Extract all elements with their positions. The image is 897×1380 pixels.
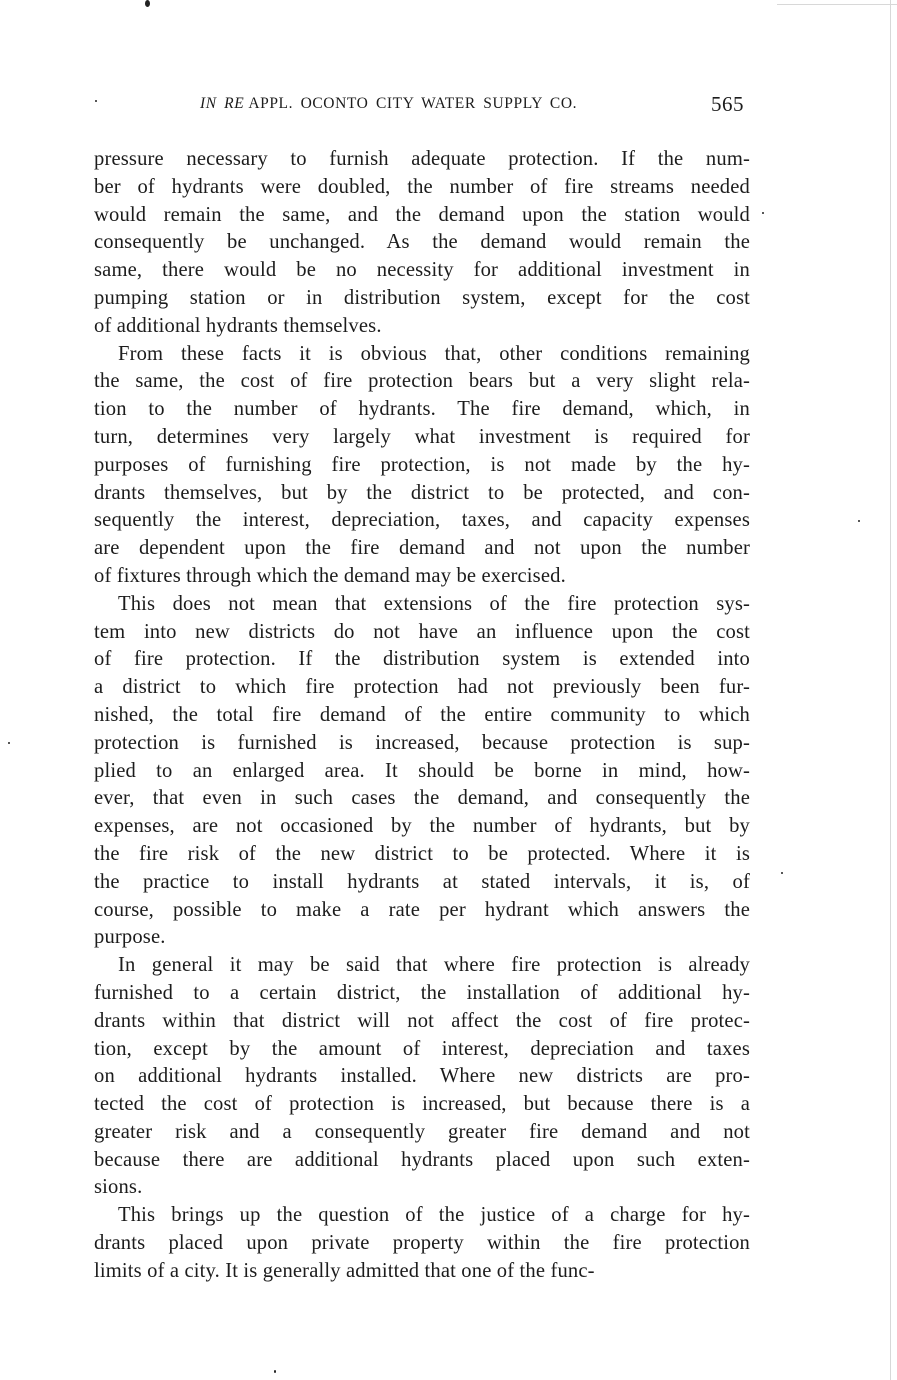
- text-line: furnished to a certain district, the installation of additional hy-: [94, 981, 750, 1004]
- text-line: tion, except by the amount of interest, depreciation and taxes: [94, 1037, 750, 1060]
- paragraph: [94, 591, 750, 952]
- text-line: plied to an enlarged area. It should be borne in mind, how-: [94, 759, 750, 782]
- paragraph: [94, 146, 750, 341]
- text-line: drants themselves, but by the district to be protected, and con-: [94, 481, 750, 504]
- text-line: consequently be unchanged. As the demand would remain the: [94, 231, 750, 254]
- text-line: because there are additional hydrants placed upon such exten-: [94, 1148, 750, 1171]
- scan-speck: [781, 872, 783, 874]
- text-line: of fire protection. If the distribution system is extended into: [94, 648, 750, 671]
- text-line: greater risk and a consequently greater fire demand and not: [94, 1120, 750, 1143]
- text-line: From these facts it is obvious that, other conditions remaining: [118, 342, 750, 365]
- text-line: tected the cost of protection is increased, but because there is a: [94, 1093, 750, 1116]
- text-line: protection is furnished is increased, because protection is sup-: [94, 731, 750, 754]
- page-top-edge-line: [777, 4, 897, 5]
- text-line: tion to the number of hydrants. The fire demand, which, in: [94, 398, 750, 421]
- running-head-italic: IN RE: [200, 95, 245, 112]
- body-text: [94, 146, 750, 1286]
- text-line: purposes of furnishing fire protection, is not made by the hy-: [94, 453, 750, 476]
- scan-speck: [145, 0, 150, 7]
- text-line: pressure necessary to furnish adequate protection. If the num-: [94, 148, 750, 170]
- paragraph: [94, 1202, 750, 1285]
- page-edge-line: [890, 0, 891, 1380]
- text-line: drants placed upon private property within the fire protection: [94, 1232, 750, 1255]
- page-header: [96, 92, 746, 122]
- paragraph: [94, 341, 750, 591]
- scan-speck: [8, 742, 10, 744]
- text-line: pumping station or in distribution system, except for the cost: [94, 286, 750, 309]
- text-line: expenses, are not occasioned by the number of hydrants, but by: [94, 815, 750, 838]
- scan-speck: [858, 520, 860, 522]
- text-line: drants within that district will not affect the cost of fire protec-: [94, 1009, 750, 1032]
- text-line: on additional hydrants installed. Where new districts are pro-: [94, 1065, 750, 1088]
- text-line: same, there would be no necessity for additional investment in: [94, 259, 750, 282]
- text-line: In general it may be said that where fire protection is already: [118, 954, 750, 977]
- text-line: sequently the interest, depreciation, taxes, and capacity expenses: [94, 509, 750, 532]
- text-line: the fire risk of the new district to be protected. Where it is: [94, 842, 750, 865]
- paragraph: [94, 952, 750, 1202]
- text-line: would remain the same, and the demand upon the station would: [94, 203, 750, 226]
- text-line: a district to which fire protection had not previously been fur-: [94, 676, 750, 699]
- page-number: 565: [711, 92, 744, 116]
- text-line: the practice to install hydrants at stated intervals, it is, of: [94, 870, 750, 893]
- text-line: are dependent upon the fire demand and not upon the number: [94, 537, 750, 560]
- text-line: of fixtures through which the demand may be exercised.: [94, 564, 566, 587]
- text-line: nished, the total fire demand of the entire community to which: [94, 703, 750, 726]
- text-line: the same, the cost of fire protection bears but a very slight rela-: [94, 370, 750, 393]
- text-line: ber of hydrants were doubled, the number of fire streams needed: [94, 175, 750, 198]
- text-line: This does not mean that extensions of the fire protection sys-: [118, 592, 750, 615]
- scan-speck: [762, 212, 764, 214]
- text-line: course, possible to make a rate per hydrant which answers the: [94, 898, 750, 921]
- scan-speck: [274, 1370, 276, 1373]
- text-line: of additional hydrants themselves.: [94, 314, 382, 337]
- text-line: turn, determines very largely what investment is required for: [94, 425, 750, 448]
- text-line: limits of a city. It is generally admitted that one of the func-: [94, 1259, 595, 1282]
- text-line: This brings up the question of the justice of a charge for hy-: [118, 1204, 750, 1227]
- text-line: tem into new districts do not have an influence upon the cost: [94, 620, 750, 643]
- text-line: purpose.: [94, 926, 166, 949]
- running-head-title: APPL. OCONTO CITY WATER SUPPLY CO.: [248, 95, 578, 112]
- text-line: ever, that even in such cases the demand, and consequently the: [94, 787, 750, 810]
- running-head: [200, 95, 577, 113]
- text-line: sions.: [94, 1176, 143, 1199]
